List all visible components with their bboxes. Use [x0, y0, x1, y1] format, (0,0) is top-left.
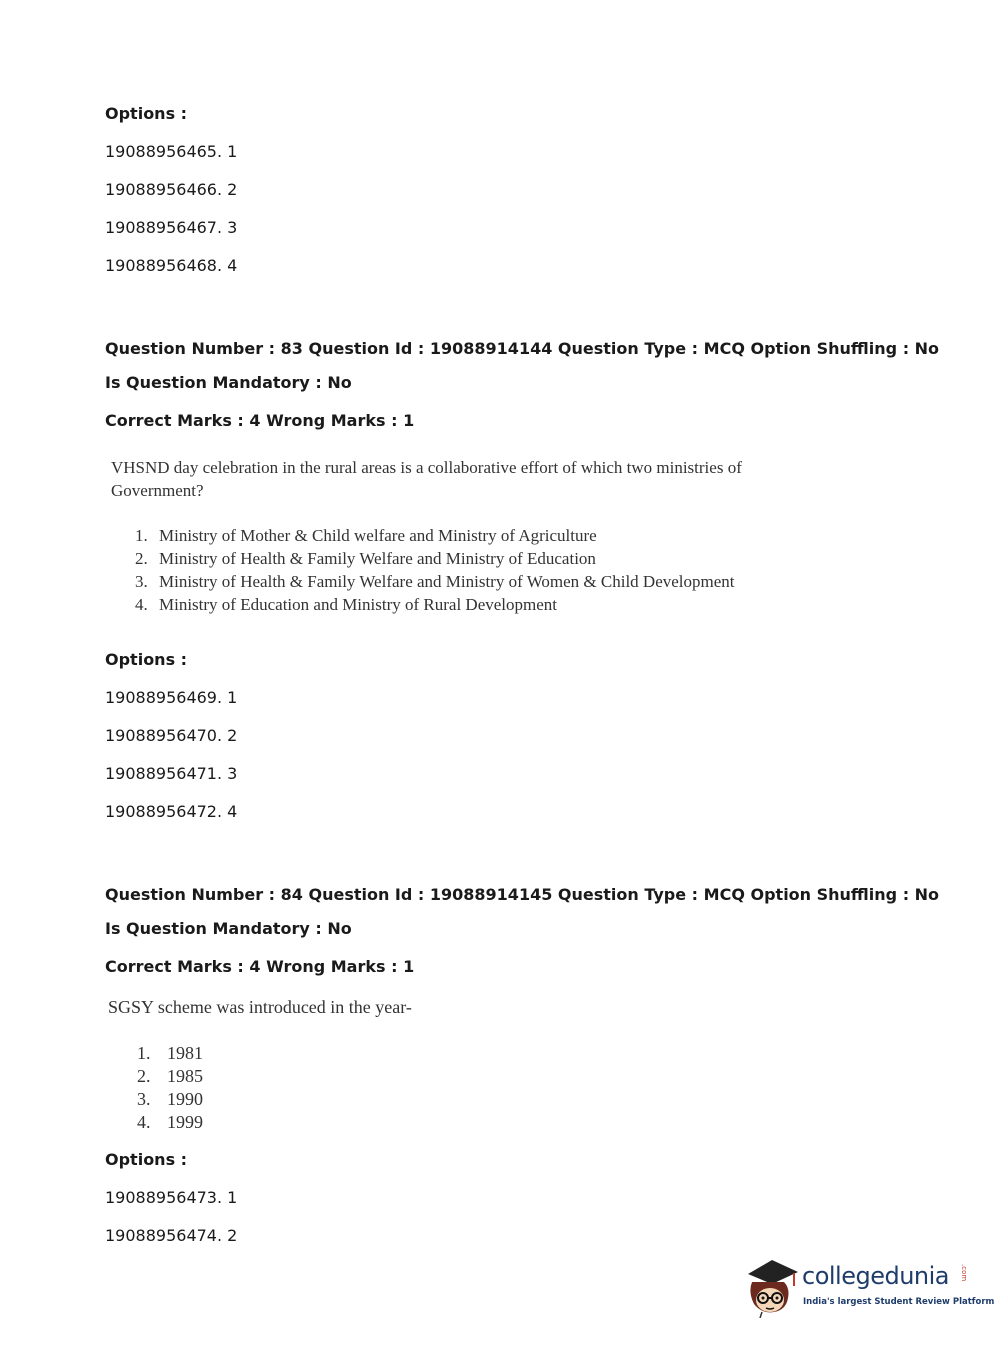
question-marks: Correct Marks : 4 Wrong Marks : 1	[105, 957, 415, 976]
brand-domain: .com	[960, 1264, 968, 1282]
choice-item: 4. 1999	[137, 1112, 203, 1132]
choice-list	[135, 524, 735, 616]
question-text: VHSND day celebration in the rural areas is a collaborative effort of which two ministries of Government?	[111, 458, 742, 500]
options-label: Options :	[105, 104, 188, 123]
question-marks: Correct Marks : 4 Wrong Marks : 1	[105, 411, 415, 430]
choice-item: 1. Ministry of Mother & Child welfare and Ministry of Agriculture	[135, 526, 597, 545]
options-label: Options :	[105, 650, 188, 669]
option-item: 19088956466. 2	[105, 180, 238, 199]
choice-list	[137, 1042, 203, 1134]
question-mandatory: Is Question Mandatory : No	[105, 919, 352, 938]
choice-item: 2. Ministry of Health & Family Welfare and Ministry of Education	[135, 549, 596, 568]
choice-item: 1. 1981	[137, 1043, 203, 1063]
mascot-icon	[742, 1252, 800, 1318]
brand-tagline: India's largest Student Review Platform	[803, 1297, 995, 1307]
option-item: 19088956474. 2	[105, 1226, 238, 1245]
question-header: Question Number : 84 Question Id : 19088914145 Question Type : MCQ Option Shuffling : No	[105, 885, 940, 904]
question-mandatory: Is Question Mandatory : No	[105, 373, 352, 392]
option-item: 19088956473. 1	[105, 1188, 238, 1207]
choice-item: 4. Ministry of Education and Ministry of Rural Development	[135, 595, 558, 614]
choice-item: 3. 1990	[137, 1089, 203, 1109]
choice-item: 2. 1985	[137, 1066, 203, 1086]
collegedunia-logo	[742, 1252, 995, 1322]
option-item: 19088956467. 3	[105, 218, 238, 237]
option-item: 19088956468. 4	[105, 256, 238, 275]
option-item: 19088956465. 1	[105, 142, 238, 161]
option-item: 19088956470. 2	[105, 726, 238, 745]
question-header: Question Number : 83 Question Id : 19088914144 Question Type : MCQ Option Shuffling : No	[105, 339, 940, 358]
question-text: SGSY scheme was introduced in the year-	[108, 997, 412, 1017]
option-item: 19088956471. 3	[105, 764, 238, 783]
options-label: Options :	[105, 1150, 188, 1169]
choice-item: 3. Ministry of Health & Family Welfare and Ministry of Women & Child Development	[135, 572, 735, 591]
option-item: 19088956472. 4	[105, 802, 238, 821]
option-item: 19088956469. 1	[105, 688, 238, 707]
brand-name: collegedunia	[802, 1262, 950, 1290]
